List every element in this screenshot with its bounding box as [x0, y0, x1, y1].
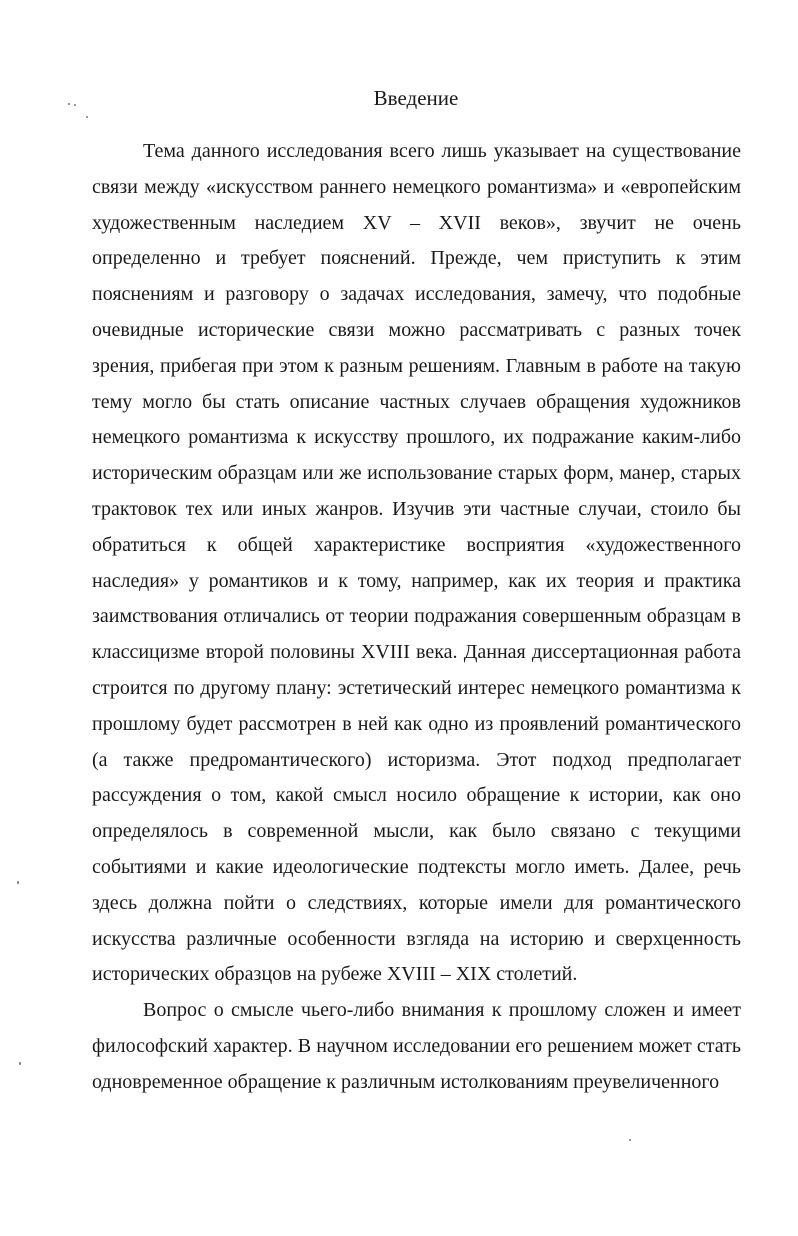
body-text	[92, 134, 741, 1101]
paragraph: Вопрос о смысле чьего-либо внимания к прошлому сложен и имеет философский характер. В научном исследовании его решением может стать одновременное обращение к различным истолкованиям преувеличенного	[92, 999, 741, 1093]
scan-speck	[86, 116, 88, 118]
scan-speck	[74, 104, 76, 106]
scan-speck	[19, 1062, 21, 1065]
scan-speck	[629, 1139, 631, 1141]
scan-speck	[68, 103, 70, 105]
paragraph: Тема данного исследования всего лишь указывает на существование связи между «искусством раннего немецкого романтизма» и «европейским художественным наследием XV – XVII веков», звучит не очень определенно и требует пояснений. Прежде, чем приступить к этим пояснениям и разговору о задачах исследования, замечу, что подобные очевидные исторические связи можно рассматривать с разных точек зрения, прибегая при этом к разным решениям. Главным в работе на такую тему могло бы стать описание частных случаев обращения художников немецкого романтизма к искусству прошлого, их подражание каким-либо историческим образцам или же использование старых форм, манер, старых трактовок тех или иных жанров. Изучив эти частные случаи, стоило бы обратиться к общей характеристике восприятия «художественного наследия» у романтиков и к тому, например, как их теория и практика заимствования отличались от теории подражания совершенным образцам в классицизме второй половины XVIII века. Данная диссертационная работа строится по другому плану: эстетический интерес немецкого романтизма к прошлому будет рассмотрен в ней как одно из проявлений романтического (а также предромантического) историзма. Этот подход предполагает рассуждения о том, какой смысл носило обращение к истории, как оно определялось в современной мысли, как было связано с текущими событиями и какие идеологические подтексты могло иметь. Далее, речь здесь должна пойти о следствиях, которые имели для романтического искусства различные особенности взгляда на историю и сверхценность исторических образцов на рубеже XVIII – XIX столетий.	[92, 140, 741, 986]
page-title: Введение	[373, 86, 459, 110]
scan-speck	[17, 881, 19, 884]
